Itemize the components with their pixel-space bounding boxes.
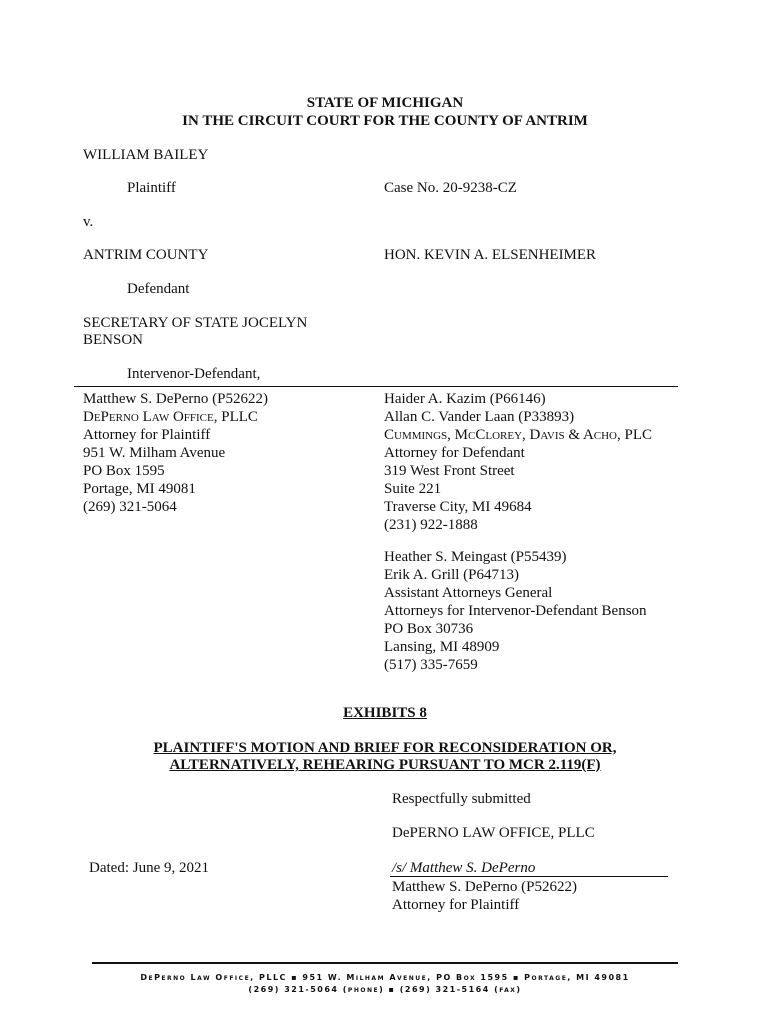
counsel-left-line: Portage, MI 49081 bbox=[83, 481, 196, 497]
counsel-left-line: 951 W. Milham Avenue bbox=[83, 445, 226, 461]
counsel-right-line: Attorney for Defendant bbox=[384, 445, 525, 461]
counsel-right-line: (231) 922-1888 bbox=[384, 517, 478, 533]
judge-name: HON. KEVIN A. ELSENHEIMER bbox=[384, 247, 597, 263]
signer-name: Matthew S. DePerno (P52622) bbox=[392, 879, 577, 895]
court-state: STATE OF MICHIGAN bbox=[306, 95, 464, 111]
case-number: Case No. 20-9238-CZ bbox=[384, 180, 517, 196]
counsel-right-line: (517) 335-7659 bbox=[384, 657, 478, 673]
footer-phone: (269) 321-5064 (phone) ▪ (269) 321-5164 (fax) bbox=[248, 985, 522, 994]
footer-address: DePerno Law Office, PLLC ▪ 951 W. Milham Avenue, PO Box 1595 ▪ Portage, MI 49081 bbox=[140, 973, 630, 982]
counsel-right-line: Assistant Attorneys General bbox=[384, 585, 553, 601]
plaintiff-name: WILLIAM BAILEY bbox=[83, 147, 209, 163]
counsel-right-line: Attorneys for Intervenor-Defendant Benson bbox=[384, 603, 647, 619]
date-line: Dated: June 9, 2021 bbox=[89, 860, 209, 876]
counsel-left-line: Matthew S. DePerno (P52622) bbox=[83, 391, 268, 407]
motion-title-line2: ALTERNATIVELY, REHEARING PURSUANT TO MCR 2.119(F) bbox=[169, 757, 601, 773]
counsel-left-line: (269) 321-5064 bbox=[83, 499, 177, 515]
counsel-right-line: Lansing, MI 48909 bbox=[384, 639, 500, 655]
counsel-left-line: DePerno Law Office, PLLC bbox=[83, 409, 258, 425]
counsel-right-line: 319 West Front Street bbox=[384, 463, 515, 479]
court-name: IN THE CIRCUIT COURT FOR THE COUNTY OF ANTRIM bbox=[182, 113, 588, 129]
footer-divider bbox=[92, 962, 678, 964]
intervenor-name-line2: BENSON bbox=[83, 332, 144, 348]
caption-divider bbox=[74, 386, 678, 387]
exhibit-title: EXHIBITS 8 bbox=[343, 705, 427, 721]
electronic-signature: /s/ Matthew S. DePerno bbox=[392, 860, 536, 876]
counsel-right-line: Allan C. Vander Laan (P33893) bbox=[384, 409, 575, 425]
respectfully-submitted: Respectfully submitted bbox=[392, 791, 531, 807]
signer-role: Attorney for Plaintiff bbox=[392, 897, 520, 913]
signature-line bbox=[390, 876, 668, 877]
counsel-right-line: Cummings, McClorey, Davis & Acho, PLC bbox=[384, 427, 653, 443]
versus: v. bbox=[83, 214, 94, 230]
counsel-right-line: Heather S. Meingast (P55439) bbox=[384, 549, 567, 565]
counsel-right-line: PO Box 30736 bbox=[384, 621, 474, 637]
defendant-role: Defendant bbox=[127, 281, 190, 297]
counsel-right-line: Haider A. Kazim (P66146) bbox=[384, 391, 546, 407]
counsel-right-line: Erik A. Grill (P64713) bbox=[384, 567, 519, 583]
defendant-name: ANTRIM COUNTY bbox=[83, 247, 209, 263]
firm-name: DePERNO LAW OFFICE, PLLC bbox=[392, 825, 595, 841]
counsel-left-line: Attorney for Plaintiff bbox=[83, 427, 211, 443]
counsel-right-line: Suite 221 bbox=[384, 481, 442, 497]
intervenor-name-line1: SECRETARY OF STATE JOCELYN bbox=[83, 315, 308, 331]
plaintiff-role: Plaintiff bbox=[127, 180, 176, 196]
motion-title-line1: PLAINTIFF'S MOTION AND BRIEF FOR RECONSIDERATION OR, bbox=[153, 740, 617, 756]
intervenor-role: Intervenor-Defendant, bbox=[127, 366, 261, 382]
counsel-left-line: PO Box 1595 bbox=[83, 463, 165, 479]
counsel-right-line: Traverse City, MI 49684 bbox=[384, 499, 532, 515]
